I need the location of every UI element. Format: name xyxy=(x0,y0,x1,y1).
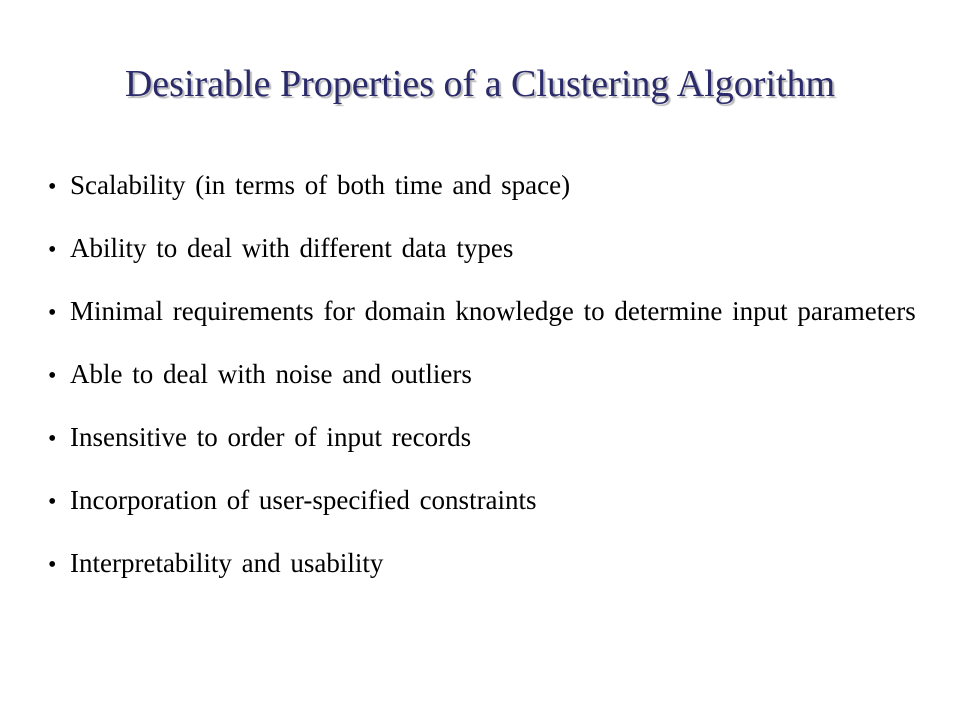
bullet-item xyxy=(48,355,928,395)
slide-title: Desirable Properties of a Clustering Algorithm xyxy=(124,63,836,106)
bullet-dot-icon: • xyxy=(48,300,57,326)
bullet-dot-icon: • xyxy=(48,426,57,452)
bullet-text: Incorporation of user-specified constraints xyxy=(70,485,537,515)
bullet-item xyxy=(48,292,928,332)
bullet-dot-icon: • xyxy=(48,363,57,389)
bullet-text: Interpretability and usability xyxy=(70,548,384,578)
bullet-item xyxy=(48,418,928,458)
bullet-text: Ability to deal with different data types xyxy=(70,233,514,263)
bullet-item xyxy=(48,544,928,584)
bullet-item xyxy=(48,166,928,206)
bullet-item xyxy=(48,481,928,521)
bullet-dot-icon: • xyxy=(48,237,57,263)
bullet-text: Insensitive to order of input records xyxy=(70,422,472,452)
bullet-item xyxy=(48,229,928,269)
bullet-text: Minimal requirements for domain knowledge to determine input parameters xyxy=(70,296,916,326)
bullet-dot-icon: • xyxy=(48,489,57,515)
bullet-text: Scalability (in terms of both time and space) xyxy=(70,170,571,200)
bullet-dot-icon: • xyxy=(48,552,57,578)
bullet-text: Able to deal with noise and outliers xyxy=(70,359,472,389)
bullet-list xyxy=(48,166,928,607)
bullet-dot-icon: • xyxy=(48,174,57,200)
